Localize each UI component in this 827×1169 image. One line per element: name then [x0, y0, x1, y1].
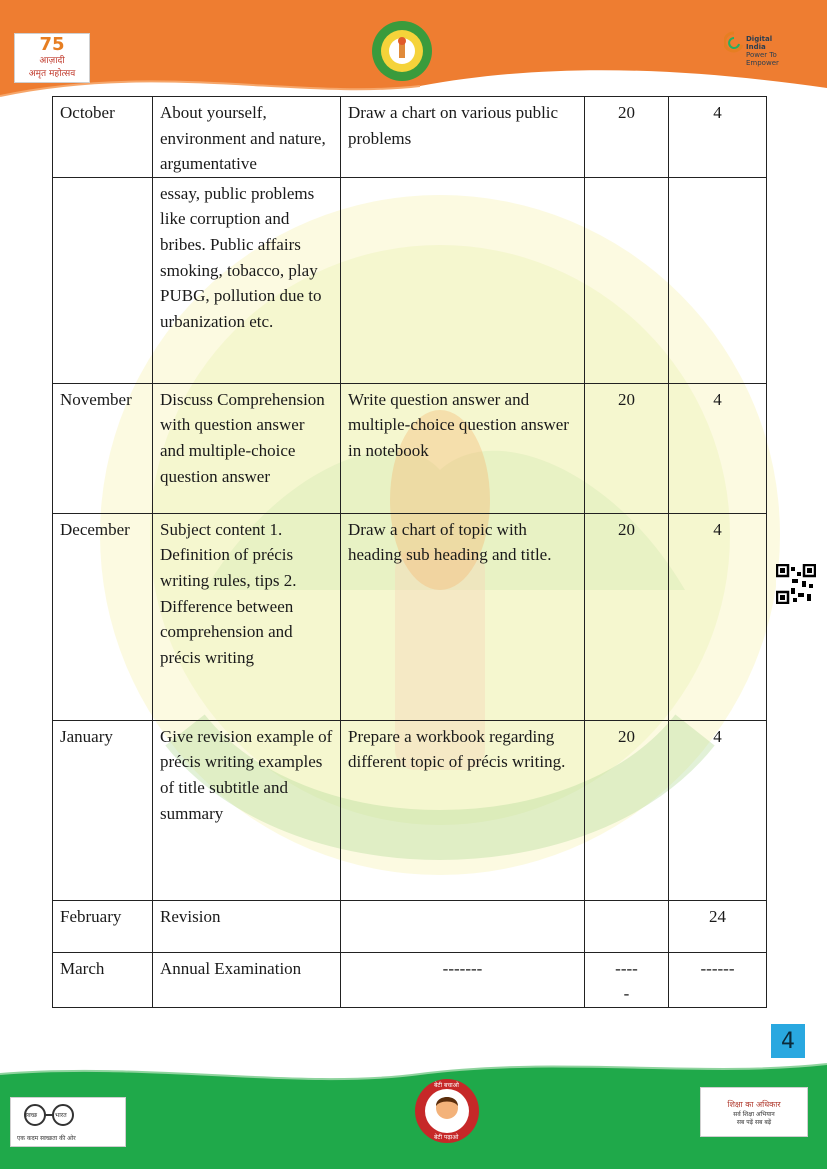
activity-cell: ------- — [341, 952, 585, 1007]
days-cell: ---- - — [585, 952, 669, 1007]
month-cell: December — [53, 513, 153, 720]
table-row — [53, 97, 767, 178]
periods-cell: 4 — [669, 513, 767, 720]
table-row — [53, 177, 767, 383]
periods-cell: 4 — [669, 383, 767, 513]
days-cell — [585, 177, 669, 383]
periods-cell: 24 — [669, 900, 767, 952]
month-cell — [53, 177, 153, 383]
shiksha-ka-adhikar-logo: शिक्षा का अधिकार सर्व शिक्षा अभियान सब पढ़ें सब बढ़ें — [700, 1087, 808, 1137]
activity-cell — [341, 900, 585, 952]
table-row — [53, 383, 767, 513]
month-cell: February — [53, 900, 153, 952]
activity-cell — [341, 177, 585, 383]
content-cell: About yourself, environment and nature, argumentative — [153, 97, 341, 178]
periods-cell: ------ — [669, 952, 767, 1007]
days-cell: 20 — [585, 720, 669, 900]
month-cell: January — [53, 720, 153, 900]
table-row — [53, 513, 767, 720]
content-cell: Give revision example of précis writing examples of title subtitle and summary — [153, 720, 341, 900]
periods-cell: 4 — [669, 97, 767, 178]
activity-cell: Draw a chart on various public problems — [341, 97, 585, 178]
content-cell: Annual Examination — [153, 952, 341, 1007]
days-cell: 20 — [585, 97, 669, 178]
digital-india-icon — [724, 31, 744, 55]
month-cell: November — [53, 383, 153, 513]
days-cell: 20 — [585, 383, 669, 513]
days-cell: 20 — [585, 513, 669, 720]
page-number: 4 — [771, 1024, 805, 1058]
activity-cell: Write question answer and multiple-choice question answer in notebook — [341, 383, 585, 513]
digital-india-logo: Digital India Power To Empower — [724, 27, 794, 59]
periods-cell: 4 — [669, 720, 767, 900]
azadi-amrit-mahotsav-logo: 75 आज़ादी अमृत महोत्सव — [14, 33, 90, 83]
month-cell: October — [53, 97, 153, 178]
activity-cell: Draw a chart of topic with heading sub heading and title. — [341, 513, 585, 720]
content-cell: Revision — [153, 900, 341, 952]
monthly-plan-table — [52, 96, 767, 1008]
board-emblem-icon — [371, 20, 433, 82]
beti-bachao-logo: बेटी बचाओ बेटी पढ़ाओ — [414, 1078, 480, 1144]
qr-code-icon — [776, 564, 816, 604]
activity-cell: Prepare a workbook regarding different topic of précis writing. — [341, 720, 585, 900]
days-cell — [585, 900, 669, 952]
table-row — [53, 900, 767, 952]
periods-cell — [669, 177, 767, 383]
table-row — [53, 952, 767, 1007]
table-row — [53, 720, 767, 900]
swachh-bharat-logo: स्वच्छ भारत एक कदम स्वच्छता की ओर — [10, 1097, 126, 1147]
content-cell: Subject content 1. Definition of précis writing rules, tips 2. Difference between comprehension and précis writing — [153, 513, 341, 720]
month-cell: March — [53, 952, 153, 1007]
content-cell: essay, public problems like corruption and bribes. Public affairs smoking, tobacco, play PUBG, pollution due to urbanization etc. — [153, 177, 341, 383]
content-cell: Discuss Comprehension with question answer and multiple-choice question answer — [153, 383, 341, 513]
